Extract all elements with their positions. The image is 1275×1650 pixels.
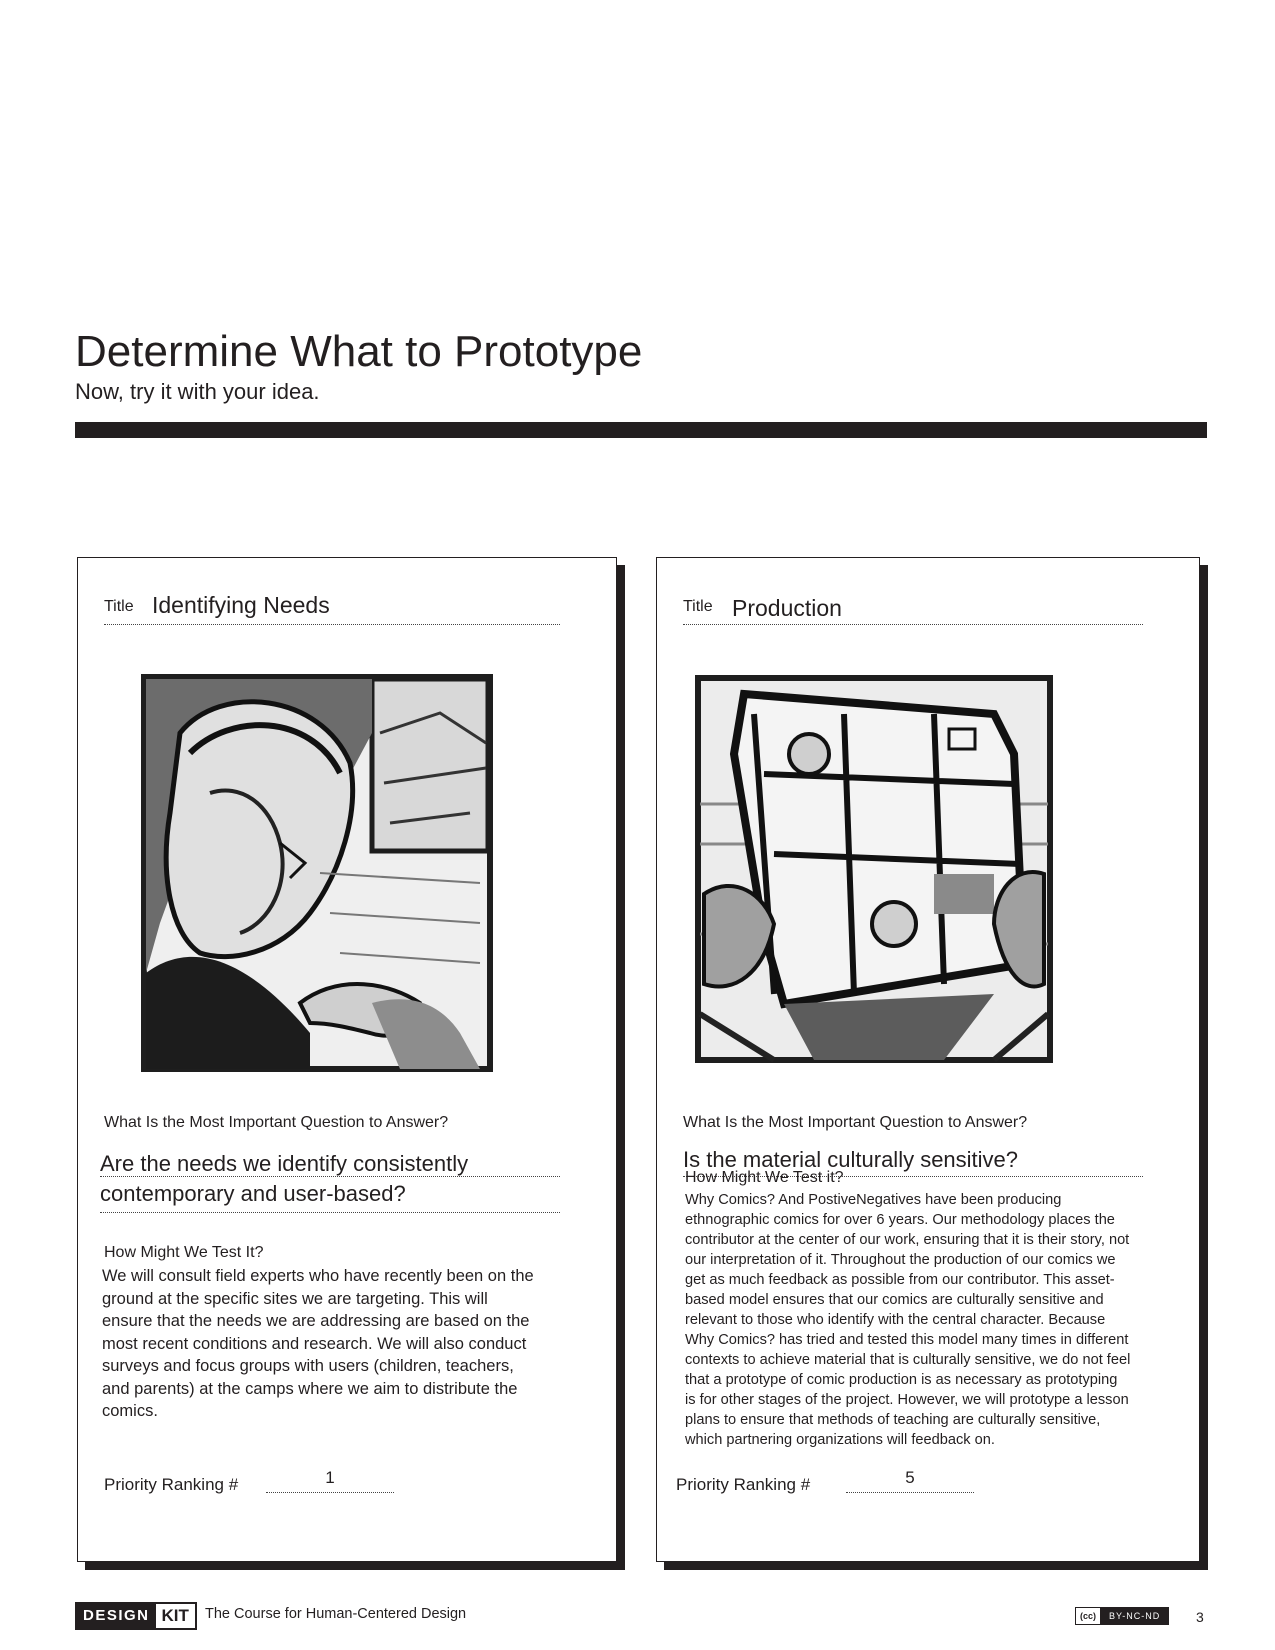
woman-portrait-drawing [140,673,494,1073]
question-answer-line1: Is the material culturally sensitive? [683,1147,1019,1172]
priority-value: 1 [325,1468,335,1487]
question-label: What Is the Most Important Question to Answer? [683,1114,1028,1131]
priority-label: Priority Ranking # [104,1475,239,1494]
license-type: BY-NC-ND [1101,1608,1168,1624]
title-label: Title [683,598,713,615]
title-underline [683,624,1143,625]
question-answer-line2: contemporary and user-based? [100,1181,406,1206]
priority-value: 5 [905,1468,915,1487]
comic-illustration-hands [694,674,1054,1064]
cc-license-badge [1075,1607,1169,1625]
priority-underline [846,1492,974,1493]
creative-commons-icon: (cc) [1076,1608,1101,1624]
hands-holding-comic-drawing [694,674,1054,1064]
card-title: Identifying Needs [152,592,330,618]
card-title: Production [732,595,842,621]
header-divider [75,422,1207,438]
answer-underline [100,1176,560,1177]
test-description: We will consult field experts who have recently been on the ground at the specific sites we are targeting. This will ensure that the needs we are addressing are based on the most recent conditions and research. We will also conduct surveys and focus groups with users (children, teachers, and parents) at the camps where we aim to distribute the comics. [102,1267,534,1420]
question-answer-line1: Are the needs we identify consistently [100,1151,469,1176]
comic-illustration-woman [140,673,494,1073]
test-label: How Might We Test It? [104,1244,264,1261]
answer-underline [100,1212,560,1213]
title-underline [104,624,560,625]
prototype-card-production [656,557,1200,1562]
page-subtitle: Now, try it with your idea. [75,379,320,404]
priority-label: Priority Ranking # [676,1475,811,1494]
priority-underline [266,1492,394,1493]
test-label: How Might We Test it? [685,1169,844,1186]
test-description: Why Comics? And PostiveNegatives have been producing ethnographic comics for over 6 years. Our methodology places the contributor at the center of our work, ensuring that it is their story, not our interpretation of it. Throughout the production of our comics we get as much feedback as possible from our contributor. This asset-based model ensures that our comics are culturally sensitive and relevant to those who identify with the central character. Because Why Comics? has tried and tested this model many times in different contexts to achieve material that is culturally sensitive, we do not feel that a prototype of comic production is as necessary as prototyping is for other stages of the project. However, we will prototype a lesson plans to ensure that methods of teaching are culturally sensitive, which partnering organizations will feedback on. [685,1192,1131,1448]
logo-kit-text: KIT [156,1604,195,1628]
page-number: 3 [1196,1609,1204,1625]
title-label: Title [104,598,134,615]
prototype-card-identifying-needs [77,557,617,1562]
question-label: What Is the Most Important Question to Answer? [104,1114,449,1131]
design-kit-logo [75,1602,197,1630]
footer-course-name: The Course for Human-Centered Design [205,1606,467,1622]
page-title: Determine What to Prototype [75,327,643,376]
logo-design-text: DESIGN [77,1604,156,1628]
